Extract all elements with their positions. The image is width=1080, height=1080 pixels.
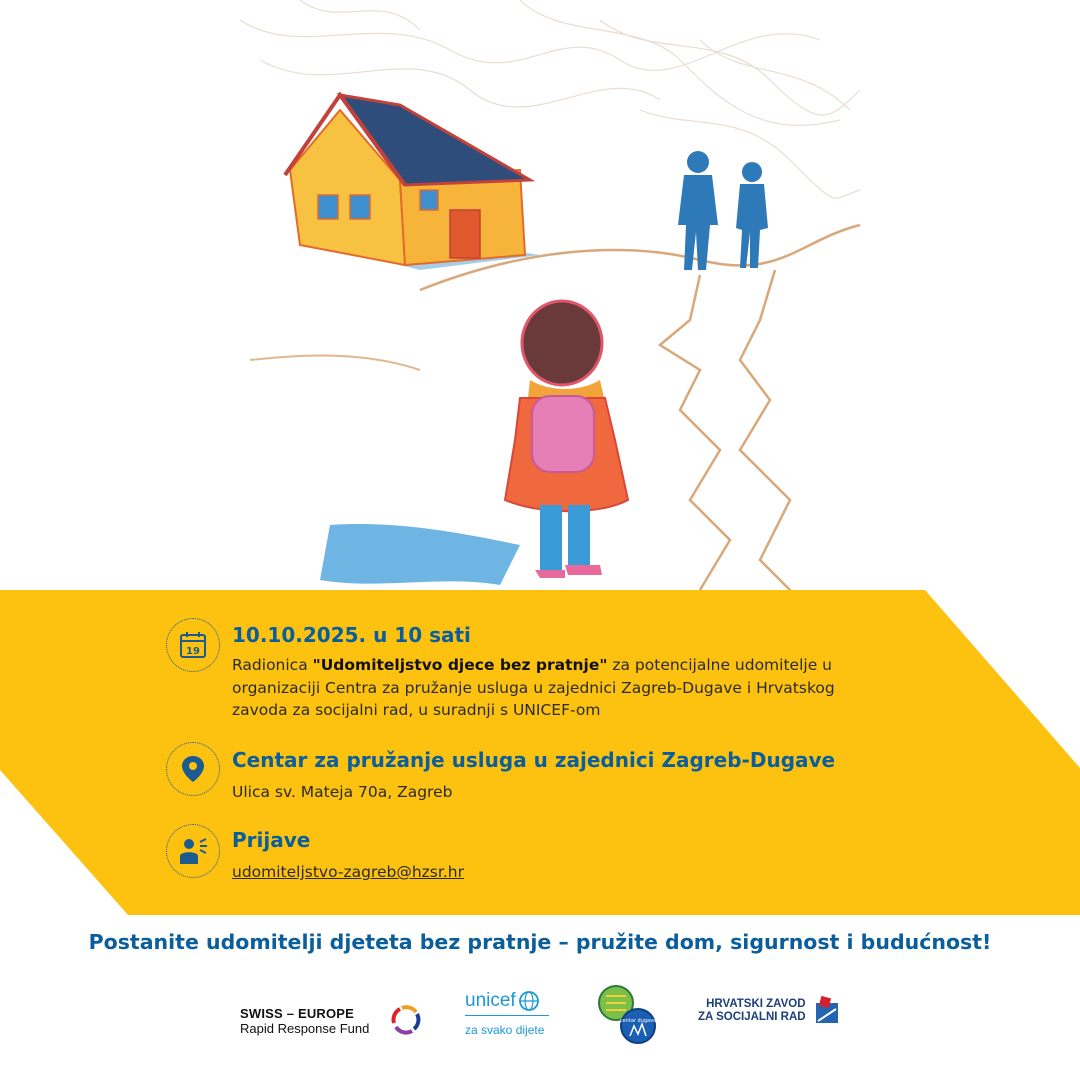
event-icon-circle — [166, 618, 220, 672]
hzsr-emblem-icon — [814, 995, 840, 1025]
map-pin-icon — [180, 754, 206, 784]
calendar-day: 19 — [186, 646, 200, 657]
rrf-ring-icon — [388, 1003, 424, 1035]
event-description-line3: zavoda za socijalni rad, u suradnji s UNICEF-om — [232, 701, 601, 719]
registration-email-link[interactable]: udomiteljstvo-zagreb@hzsr.hr — [232, 863, 464, 881]
registration-title: Prijave — [232, 828, 311, 852]
event-description — [232, 654, 922, 722]
hzsr-logo-text — [698, 998, 806, 1024]
unicef-logo — [465, 990, 549, 1037]
location-icon-circle — [166, 742, 220, 796]
unicef-tagline: za svako dijete — [465, 1023, 545, 1037]
unicef-wordmark: unicef — [465, 990, 516, 1011]
person-speaking-icon — [177, 836, 209, 866]
calendar-icon — [178, 630, 208, 660]
event-workshop-name: "Udomiteljstvo djece bez pratnje" — [312, 656, 608, 674]
swiss-europe-logo — [240, 1006, 369, 1036]
event-description-prefix: Radionica — [232, 656, 313, 674]
location-address: Ulica sv. Mateja 70a, Zagreb — [232, 783, 453, 801]
event-description-line2: organizaciji Centra za pružanje usluga u zajednici Zagreb-Dugave i Hrvatskog — [232, 678, 835, 697]
location-title: Centar za pružanje usluga u zajednici Zagreb-Dugave — [232, 748, 836, 772]
hzsr-line2: ZA SOCIJALNI RAD — [698, 1011, 806, 1023]
registration-icon-circle — [166, 824, 220, 878]
hzsr-line1: HRVATSKI ZAVOD — [706, 998, 806, 1010]
unicef-globe-icon — [518, 990, 540, 1012]
swiss-logo-line2: Rapid Response Fund — [240, 1021, 370, 1036]
swiss-logo-line1: SWISS – EUROPE — [240, 1006, 355, 1021]
centar-logo-text: centar dugave — [619, 1018, 657, 1024]
centar-dugave-logo — [596, 984, 662, 1046]
event-description-line1: za potencijalne udomitelje u — [607, 656, 832, 674]
event-date-time: 10.10.2025. u 10 sati — [232, 623, 471, 647]
tagline: Postanite udomitelji djeteta bez pratnje – pružite dom, sigurnost i budućnost! — [88, 930, 992, 954]
